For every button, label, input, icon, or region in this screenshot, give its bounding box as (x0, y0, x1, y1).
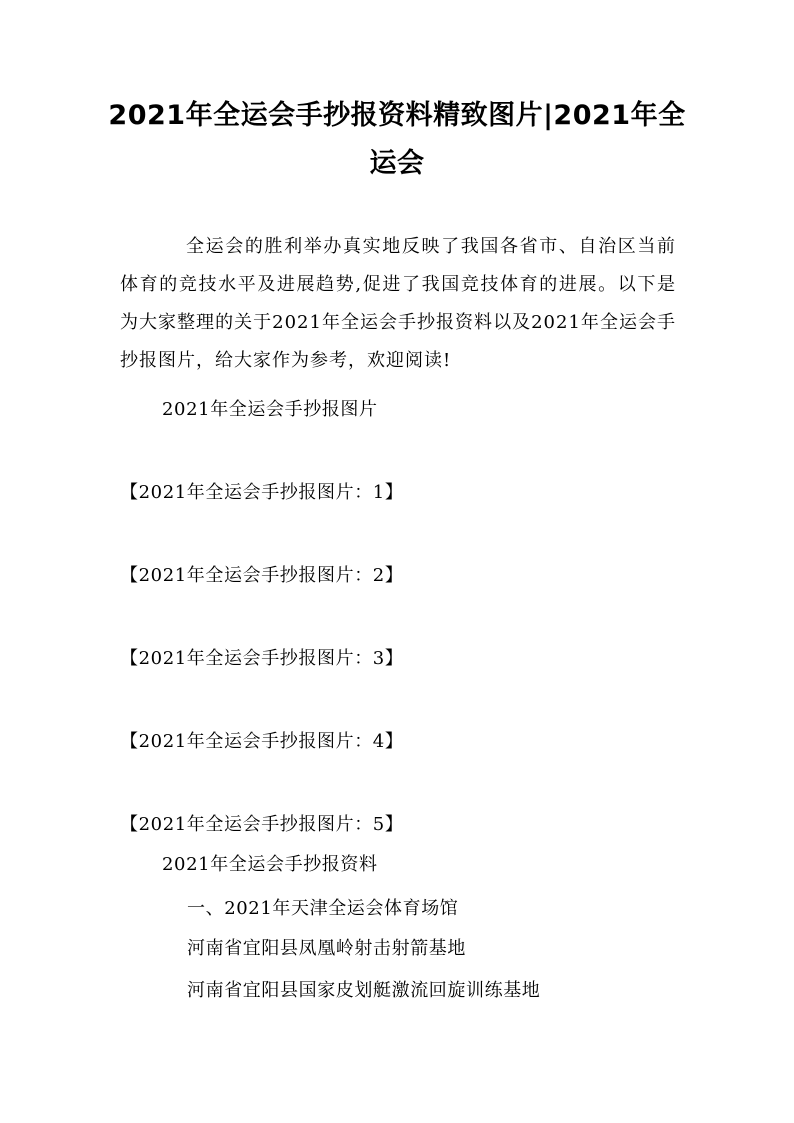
intro-paragraph: 全运会的胜利举办真实地反映了我国各省市、自治区当前体育的竞技水平及进展趋势,促进了我国竞技体育的进展。以下是为大家整理的关于2021年全运会手抄报资料以及2021年全运会手抄报图片，给大家作为参考，欢迎阅读! (120, 236, 676, 371)
image-caption-3: 【2021年全运会手抄报图片：3】 (120, 648, 404, 669)
image-caption-5: 【2021年全运会手抄报图片：5】 (120, 814, 404, 835)
venue-list-heading: 一、2021年天津全运会体育场馆 (187, 898, 459, 919)
venue-item: 河南省宜阳县凤凰岭射击射箭基地 (187, 938, 466, 959)
document-title: 2021年全运会手抄报资料精致图片|2021年全运会 (108, 100, 686, 179)
venue-item: 河南省宜阳县国家皮划艇激流回旋训练基地 (187, 980, 541, 1001)
images-section-heading: 2021年全运会手抄报图片 (162, 399, 378, 420)
material-section-heading: 2021年全运会手抄报资料 (162, 854, 378, 875)
image-caption-1: 【2021年全运会手抄报图片：1】 (120, 482, 404, 503)
image-caption-2: 【2021年全运会手抄报图片：2】 (120, 565, 404, 586)
image-caption-4: 【2021年全运会手抄报图片：4】 (120, 731, 404, 752)
